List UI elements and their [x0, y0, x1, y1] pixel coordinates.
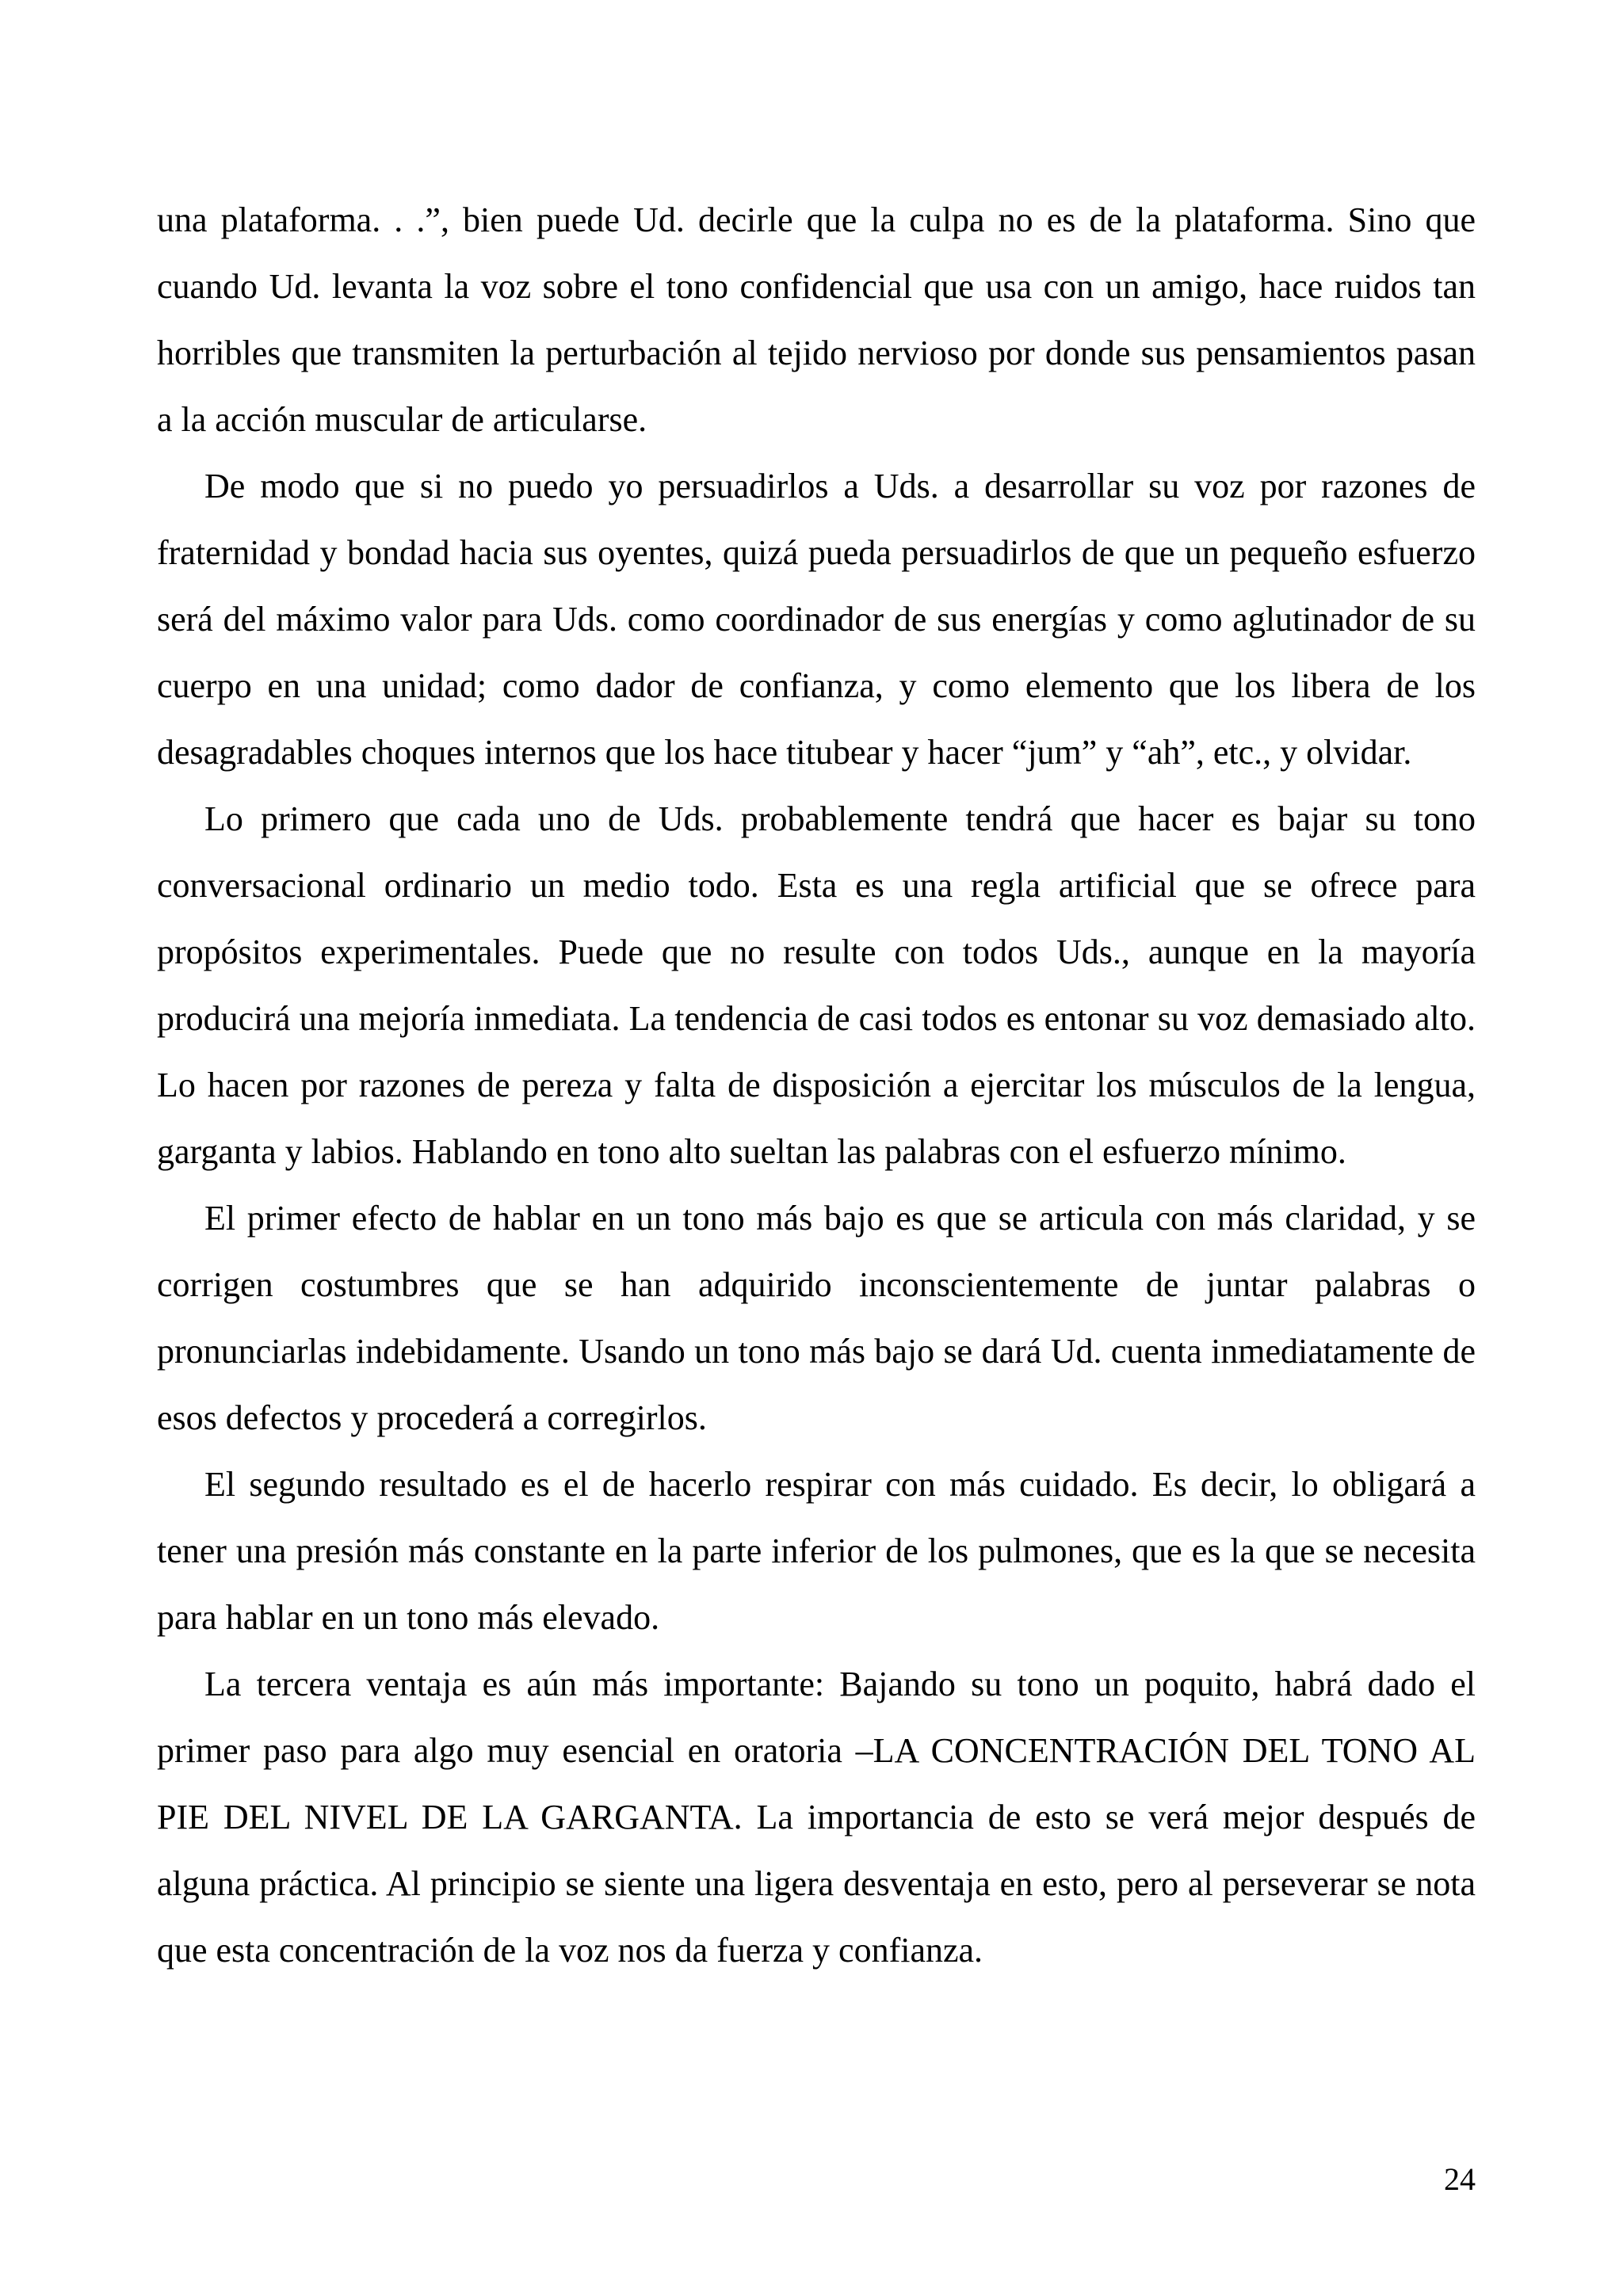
body-text	[157, 187, 1476, 1984]
paragraph: La tercera ventaja es aún más importante: Bajando su tono un poquito, habrá dado el primer paso para algo muy esencial en oratoria –LA CONCENTRACIÓN DEL TONO AL PIE DEL NIVEL DE LA GARGANTA. La importancia de esto se verá mejor después de alguna práctica. Al principio se siente una ligera desventaja en esto, pero al perseverar se nota que esta concentración de la voz nos da fuerza y confianza.	[157, 1665, 1476, 1970]
paragraph: El segundo resultado es el de hacerlo respirar con más cuidado. Es decir, lo obligará a tener una presión más constante en la parte inferior de los pulmones, que es la que se necesita para hablar en un tono más elevado.	[157, 1465, 1476, 1637]
page-number: 24	[1444, 2161, 1476, 2197]
paragraph: De modo que si no puedo yo persuadirlos a Uds. a desarrollar su voz por razones de fraternidad y bondad hacia sus oyentes, quizá pueda persuadirlos de que un pequeño esfuerzo será del máximo valor para Uds. como coordinador de sus energías y como aglutinador de su cuerpo en una unidad; como dador de confianza, y como elemento que los libera de los desagradables choques internos que los hace titubear y hacer “jum” y “ah”, etc., y olvidar.	[157, 467, 1476, 772]
paragraph: El primer efecto de hablar en un tono más bajo es que se articula con más claridad, y se corrigen costumbres que se han adquirido inconscientemente de juntar palabras o pronunciarlas indebidamente. Usando un tono más bajo se dará Ud. cuenta inmediatamente de esos defectos y procederá a corregirlos.	[157, 1199, 1476, 1437]
paragraph: Lo primero que cada uno de Uds. probablemente tendrá que hacer es bajar su tono conversacional ordinario un medio todo. Esta es una regla artificial que se ofrece para propósitos experimentales. Puede que no resulte con todos Uds., aunque en la mayoría producirá una mejoría inmediata. La tendencia de casi todos es entonar su voz demasiado alto. Lo hacen por razones de pereza y falta de disposición a ejercitar los músculos de la lengua, garganta y labios. Hablando en tono alto sueltan las palabras con el esfuerzo mínimo.	[157, 799, 1476, 1171]
paragraph-continuation: una plataforma. . .”, bien puede Ud. decirle que la culpa no es de la plataforma. Sino que cuando Ud. levanta la voz sobre el tono confidencial que usa con un amigo, hace ruidos tan horribles que transmiten la perturbación al tejido nervioso por donde sus pensamientos pasan a la acción muscular de articularse.	[157, 200, 1476, 439]
